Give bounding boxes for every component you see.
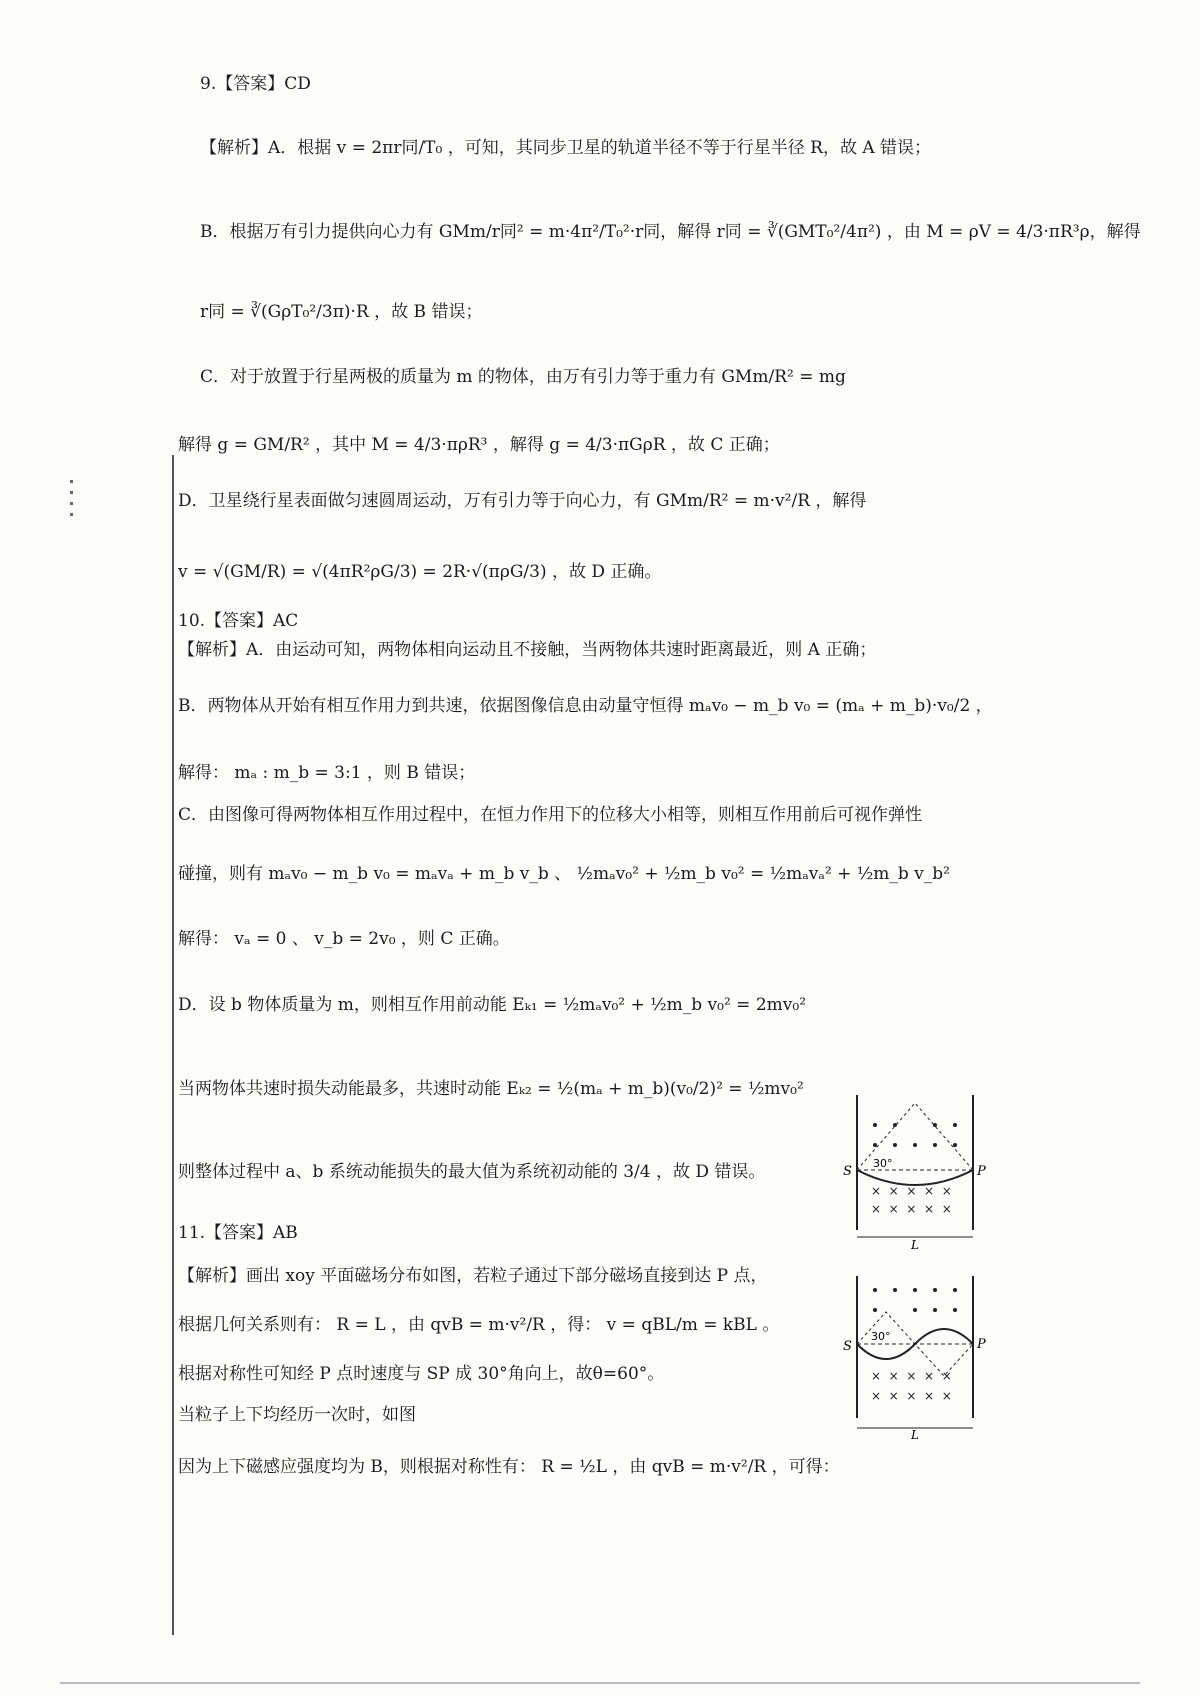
svg-text:× × × × ×: × × × × ×	[871, 1184, 952, 1198]
fig2-angle-label: 30°	[871, 1330, 891, 1343]
fig2-p-label: P	[977, 1337, 986, 1352]
q10-analysis-b1: B．两物体从开始有相互作用力到共速，依据图像信息由动量守恒得 mₐv₀ − m_b v₀ = (mₐ + m_b)·v₀/2 ，	[178, 696, 993, 716]
q11-analysis-l2: 根据几何关系则有： R = L ，由 qvB = m·v²/R ，得： v = qBL/m = kBL 。	[178, 1315, 780, 1335]
q9-analysis-b2: r同 = ∛(GρT₀²/3π)·R ，故 B 错误；	[200, 302, 483, 322]
margin-rule	[172, 455, 174, 1635]
fig2-width-label: L	[911, 1428, 919, 1440]
q10-analysis-b2: 解得： mₐ : m_b = 3:1 ，则 B 错误；	[178, 763, 476, 783]
margin-dots	[70, 480, 76, 524]
fig2-s-label: S	[843, 1339, 852, 1354]
q10-answer: 10.【答案】AC	[178, 611, 299, 631]
q9-answer: 9.【答案】CD	[200, 74, 311, 94]
svg-text:× × × × ×: × × × × ×	[871, 1369, 952, 1383]
q9-analysis-a: 【解析】A．根据 v = 2πr同/T₀ ，可知，其同步卫星的轨道半径不等于行星半径 R，故 A 错误；	[200, 138, 932, 158]
fig1-s-label: S	[843, 1164, 852, 1179]
fig1-angle-label: 30°	[873, 1157, 893, 1170]
q10-analysis-d2: 当两物体共速时损失动能最多，共速时动能 Eₖ₂ = ½(mₐ + m_b)(v₀/2)² = ½mv₀²	[178, 1079, 804, 1099]
q9-analysis-c1: C．对于放置于行星两极的质量为 m 的物体，由万有引力等于重力有 GMm/R² = mg	[200, 367, 846, 387]
q11-analysis-l4: 当粒子上下均经历一次时，如图	[178, 1405, 416, 1425]
q10-analysis-c3: 解得： vₐ = 0 、 v_b = 2v₀ ，则 C 正确。	[178, 929, 510, 949]
q11-analysis-l5: 因为上下磁感应强度均为 B，则根据对称性有： R = ½L ，由 qvB = m·v²/R ，可得：	[178, 1457, 840, 1477]
q11-answer: 11.【答案】AB	[178, 1223, 298, 1243]
q9-analysis-b1: B．根据万有引力提供向心力有 GMm/r同² = m·4π²/T₀²·r同，解得 r同 = ∛(GMT₀²/4π²) ，由 M = ρV = 4/3·πR³ρ，解得	[200, 222, 1141, 242]
fig1-p-label: P	[977, 1164, 986, 1179]
magnetic-field-figure-1	[835, 1085, 995, 1250]
magnetic-field-figure-2	[835, 1268, 995, 1440]
q9-analysis-d1: D．卫星绕行星表面做匀速圆周运动，万有引力等于向心力，有 GMm/R² = m·v²/R ，解得	[178, 491, 867, 511]
q11-analysis-l1: 【解析】画出 xoy 平面磁场分布如图，若粒子通过下部分磁场直接到达 P 点，	[178, 1266, 768, 1286]
q9-analysis-c2: 解得 g = GM/R² ，其中 M = 4/3·πρR³ ，解得 g = 4/3·πGρR ，故 C 正确；	[178, 435, 780, 455]
q10-analysis-d1: D．设 b 物体质量为 m，则相互作用前动能 Eₖ₁ = ½mₐv₀² + ½m_b v₀² = 2mv₀²	[178, 995, 807, 1015]
page-bottom-edge	[60, 1682, 1140, 1684]
svg-text:× × × × ×: × × × × ×	[871, 1202, 952, 1216]
q10-analysis-a: 【解析】A．由运动可知，两物体相向运动且不接触，当两物体共速时距离最近，则 A 正确；	[178, 640, 877, 660]
q10-analysis-c2: 碰撞，则有 mₐv₀ − m_b v₀ = mₐvₐ + m_b v_b 、 ½mₐv₀² + ½m_b v₀² = ½mₐvₐ² + ½m_b v_b²	[178, 864, 950, 884]
q10-analysis-c1: C．由图像可得两物体相互作用过程中，在恒力作用下的位移大小相等，则相互作用前后可视作弹性	[178, 805, 923, 825]
q11-analysis-l3: 根据对称性可知经 P 点时速度与 SP 成 30°角向上，故θ=60°。	[178, 1364, 665, 1384]
fig1-width-label: L	[911, 1238, 919, 1250]
q10-analysis-d3: 则整体过程中 a、b 系统动能损失的最大值为系统初动能的 3/4 ，故 D 错误。	[178, 1162, 766, 1182]
svg-text:× × × × ×: × × × × ×	[871, 1389, 952, 1403]
q9-analysis-d2: v = √(GM/R) = √(4πR²ρG/3) = 2R·√(πρG/3) ，故 D 正确。	[178, 562, 662, 582]
